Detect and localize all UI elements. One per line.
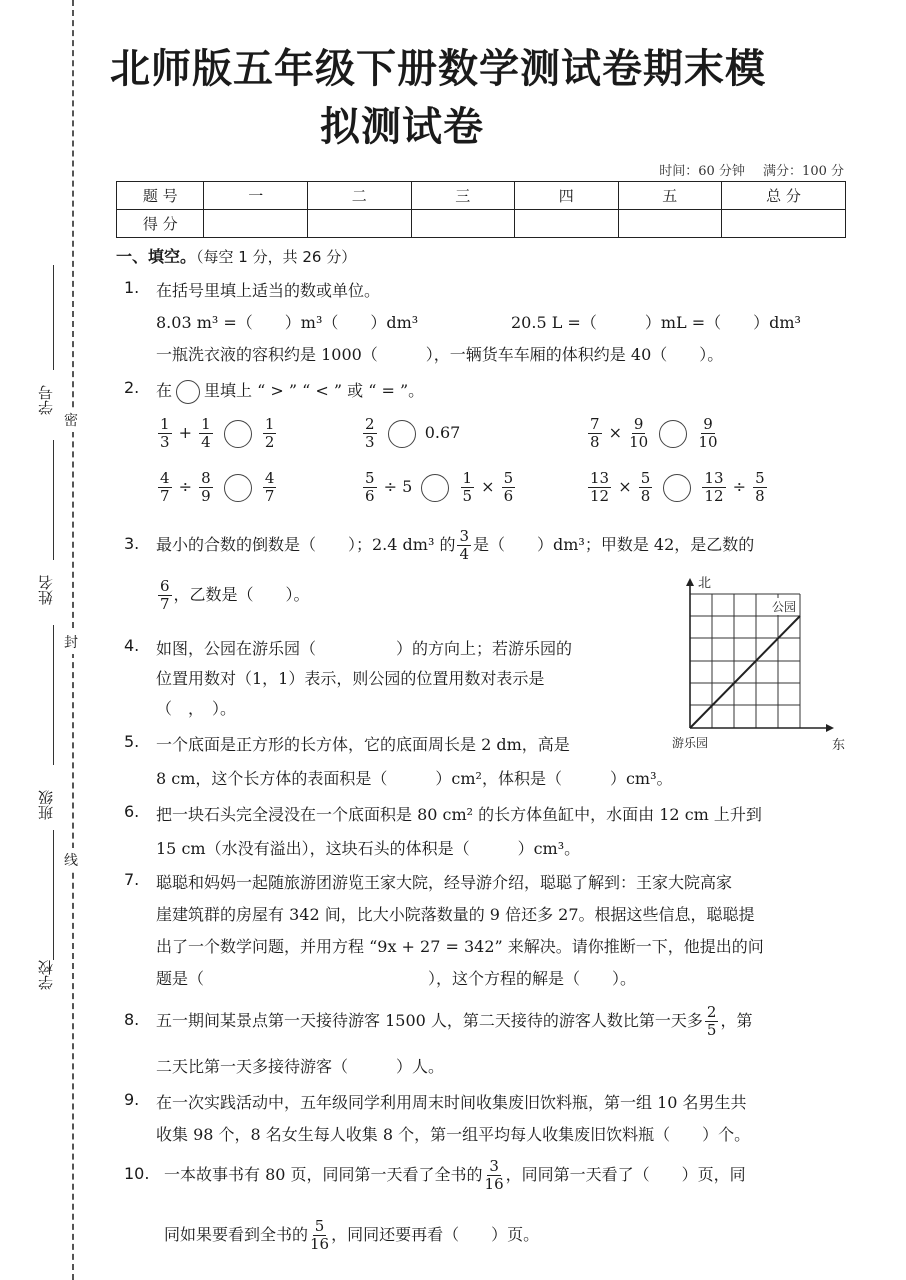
fraction: $\frac{2}{3}$ [365, 415, 375, 451]
fraction: $\frac{13}{12}$ [704, 469, 724, 505]
label-name: 姓名 [37, 575, 55, 605]
fraction: $\frac{1}{2}$ [264, 415, 275, 451]
cell: 题 号 [117, 182, 204, 210]
page-title [110, 40, 870, 156]
fraction: $\frac{5}{6}$ [503, 469, 514, 505]
question-number: 5. [124, 732, 140, 751]
compare-item-2: $\frac{2}{3}$ 0.67 [365, 415, 461, 451]
score-table-score-row [117, 210, 846, 238]
score-table-header-row [117, 182, 846, 210]
label-class: 班级 [37, 790, 55, 820]
park-direction-line [690, 616, 800, 728]
question-text: 出了一个数学问题，并用方程 “9x + 27 = 342” 来解决。请你推断一下，他提出的问 [156, 937, 764, 956]
text-part: 里填上 “ > ” “ < ” 或 “ = ”。 [204, 381, 425, 400]
score-table [116, 181, 846, 238]
question-text: 题是（ ），这个方程的解是（ ）。 [156, 969, 637, 988]
cell: 总 分 [722, 182, 846, 210]
answer-circle[interactable] [663, 474, 691, 502]
question-text: 聪聪和妈妈一起随旅游团游览王家大院，经导游介绍，聪聪了解到：王家大院高家 [156, 873, 733, 892]
fraction: $\frac{3}{16}$ [484, 1157, 504, 1193]
answer-circle[interactable] [421, 474, 449, 502]
label-student-id: 学号 [37, 385, 55, 415]
question-number: 10. [124, 1164, 150, 1183]
compare-item-6: $\frac{13}{12}$ × $\frac{5}{8}$ $\frac{13}{12}$ ÷ $\frac{5}{8}$ [590, 469, 765, 505]
question-text: 把一块石头完全浸没在一个底面积是 80 cm² 的长方体鱼缸中，水面由 12 cm 上升到 [156, 805, 762, 824]
question-number: 7. [124, 870, 140, 889]
binding-margin [0, 0, 100, 1280]
fraction: $\frac{13}{12}$ [590, 469, 610, 505]
id-blank-line [53, 265, 54, 370]
exam-meta [645, 160, 844, 179]
question-text: 20.5 L =（ ）mL =（ ）dm³ [511, 313, 801, 332]
question-text: 最小的合数的倒数是（ ）；2.4 dm³ 的 $\frac{3}{4}$ 是（ ）dm³；甲数是 42，是乙数的 [156, 527, 755, 563]
answer-circle[interactable] [388, 420, 416, 448]
direction-grid-figure [672, 576, 851, 753]
section-title: 一、填空。 [116, 247, 197, 266]
fraction: $\frac{9}{10}$ [629, 415, 649, 451]
amusement-park-label: 游乐园 [672, 736, 709, 750]
score-input-cell[interactable] [307, 210, 411, 238]
answer-circle[interactable] [224, 474, 252, 502]
question-text: $\frac{6}{7}$ ，乙数是（ ）。 [160, 577, 310, 613]
question-text: 一个底面是正方形的长方体，它的底面周长是 2 dm，高是 [156, 735, 570, 754]
question-text: 崖建筑群的房屋有 342 间，比大小院落数量的 9 倍还多 27。根据这些信息，聪聪提 [156, 905, 755, 924]
question-text: 8.03 m³ =（ ）m³（ ）dm³ [156, 313, 419, 332]
score-input-cell[interactable] [515, 210, 619, 238]
east-label: 东 [832, 738, 846, 753]
fraction: $\frac{5}{6}$ [365, 469, 375, 505]
east-arrow-icon [826, 724, 834, 732]
cell: 四 [515, 182, 619, 210]
north-arrow-icon [686, 578, 694, 586]
fraction: $\frac{4}{7}$ [160, 469, 170, 505]
school-blank-line [53, 830, 54, 960]
cell: 三 [411, 182, 515, 210]
text-part: 在 [156, 381, 173, 400]
fraction: $\frac{2}{5}$ [706, 1003, 717, 1039]
fraction: $\frac{1}{3}$ [160, 415, 170, 451]
circle-icon [176, 380, 200, 404]
question-number: 1. [124, 278, 140, 297]
section-heading [116, 244, 356, 267]
north-label: 北 [698, 576, 712, 591]
question-text: 五一期间某景点第一天接待游客 1500 人，第二天接待的游客人数比第一天多 $\frac{2}{5}$ ，第 [156, 1003, 753, 1039]
question-text: 位置用数对（1，1）表示，则公园的位置用数对表示是 [156, 669, 545, 688]
question-number: 6. [124, 802, 140, 821]
compare-item-3: $\frac{7}{8}$ × $\frac{9}{10}$ $\frac{9}{10}$ [590, 415, 718, 451]
score-input-cell[interactable] [204, 210, 308, 238]
question-number: 2. [124, 378, 140, 397]
seal-word-feng: 封 [64, 630, 78, 654]
title-line-1: 北师版五年级下册数学测试卷期末模 [110, 46, 766, 92]
question-text: 同如果要看到全书的 $\frac{5}{16}$ ，同同还要再看（ ）页。 [164, 1217, 540, 1253]
class-blank-line [53, 625, 54, 765]
question-number: 8. [124, 1010, 140, 1029]
question-text: 在括号里填上适当的数或单位。 [156, 281, 381, 300]
label-school: 学校 [37, 960, 55, 990]
question-text: 收集 98 个，8 名女生每人收集 8 个，第一组平均每人收集废旧饮料瓶（ ）个。 [156, 1125, 751, 1144]
cell: 一 [204, 182, 308, 210]
fraction: $\frac{5}{8}$ [755, 469, 765, 505]
question-number: 9. [124, 1090, 140, 1109]
cell: 二 [307, 182, 411, 210]
question-text: 15 cm（水没有溢出），这块石头的体积是（ ）cm³。 [156, 839, 581, 858]
score-input-cell[interactable] [411, 210, 515, 238]
question-text: 在一次实践活动中，五年级同学利用周末时间收集废旧饮料瓶，第一组 10 名男生共 [156, 1093, 747, 1112]
compare-item-1: $\frac{1}{3}$ + $\frac{1}{4}$ $\frac{1}{2}$ [160, 415, 275, 451]
question-text: 8 cm，这个长方体的表面积是（ ）cm²，体积是（ ）cm³。 [156, 769, 673, 788]
question-text [156, 378, 424, 404]
fraction: $\frac{1}{4}$ [201, 415, 211, 451]
question-number: 4. [124, 636, 140, 655]
fraction: $\frac{6}{7}$ [160, 577, 170, 613]
grid-svg [676, 578, 851, 748]
question-text: 一瓶洗衣液的容积约是 1000（ ），一辆货车车厢的体积约是 40（ ）。 [156, 345, 724, 364]
full-score: 满分：100 分 [763, 164, 844, 179]
fraction: $\frac{7}{8}$ [590, 415, 600, 451]
score-input-cell[interactable] [618, 210, 722, 238]
park-label: 公园 [772, 600, 797, 614]
compare-item-5: $\frac{5}{6}$ ÷ 5 $\frac{1}{5}$ × $\frac{5}{6}$ [365, 469, 514, 505]
score-input-cell[interactable] [722, 210, 846, 238]
fraction: $\frac{5}{8}$ [640, 469, 651, 505]
cell: 得 分 [117, 210, 204, 238]
fraction: $\frac{4}{7}$ [264, 469, 275, 505]
compare-item-4: $\frac{4}{7}$ ÷ $\frac{8}{9}$ $\frac{4}{7}$ [160, 469, 275, 505]
fraction: $\frac{1}{5}$ [462, 469, 473, 505]
fraction: $\frac{5}{16}$ [310, 1217, 330, 1253]
name-blank-line [53, 440, 54, 560]
question-text: 二天比第一天多接待游客（ ）人。 [156, 1057, 445, 1076]
fraction: $\frac{9}{10}$ [698, 415, 718, 451]
answer-circle[interactable] [659, 420, 687, 448]
answer-circle[interactable] [224, 420, 252, 448]
time-limit: 时间：60 分钟 [659, 164, 745, 179]
seal-word-mi: 密 [64, 408, 78, 432]
fraction: $\frac{3}{4}$ [459, 527, 469, 563]
question-text: 一本故事书有 80 页，同同第一天看了全书的 $\frac{3}{16}$ ，同同第一天看了（ ）页，同 [164, 1157, 746, 1193]
fraction: $\frac{8}{9}$ [201, 469, 211, 505]
question-number: 3. [124, 534, 140, 553]
section-note: （每空 1 分，共 26 分） [196, 248, 357, 266]
question-text: （ ， ）。 [156, 699, 237, 718]
cell: 五 [618, 182, 722, 210]
seal-word-xian: 线 [64, 848, 78, 872]
title-line-2: 拟测试卷 [320, 104, 484, 150]
question-text: 如图，公园在游乐园（ ）的方向上；若游乐园的 [156, 639, 573, 658]
